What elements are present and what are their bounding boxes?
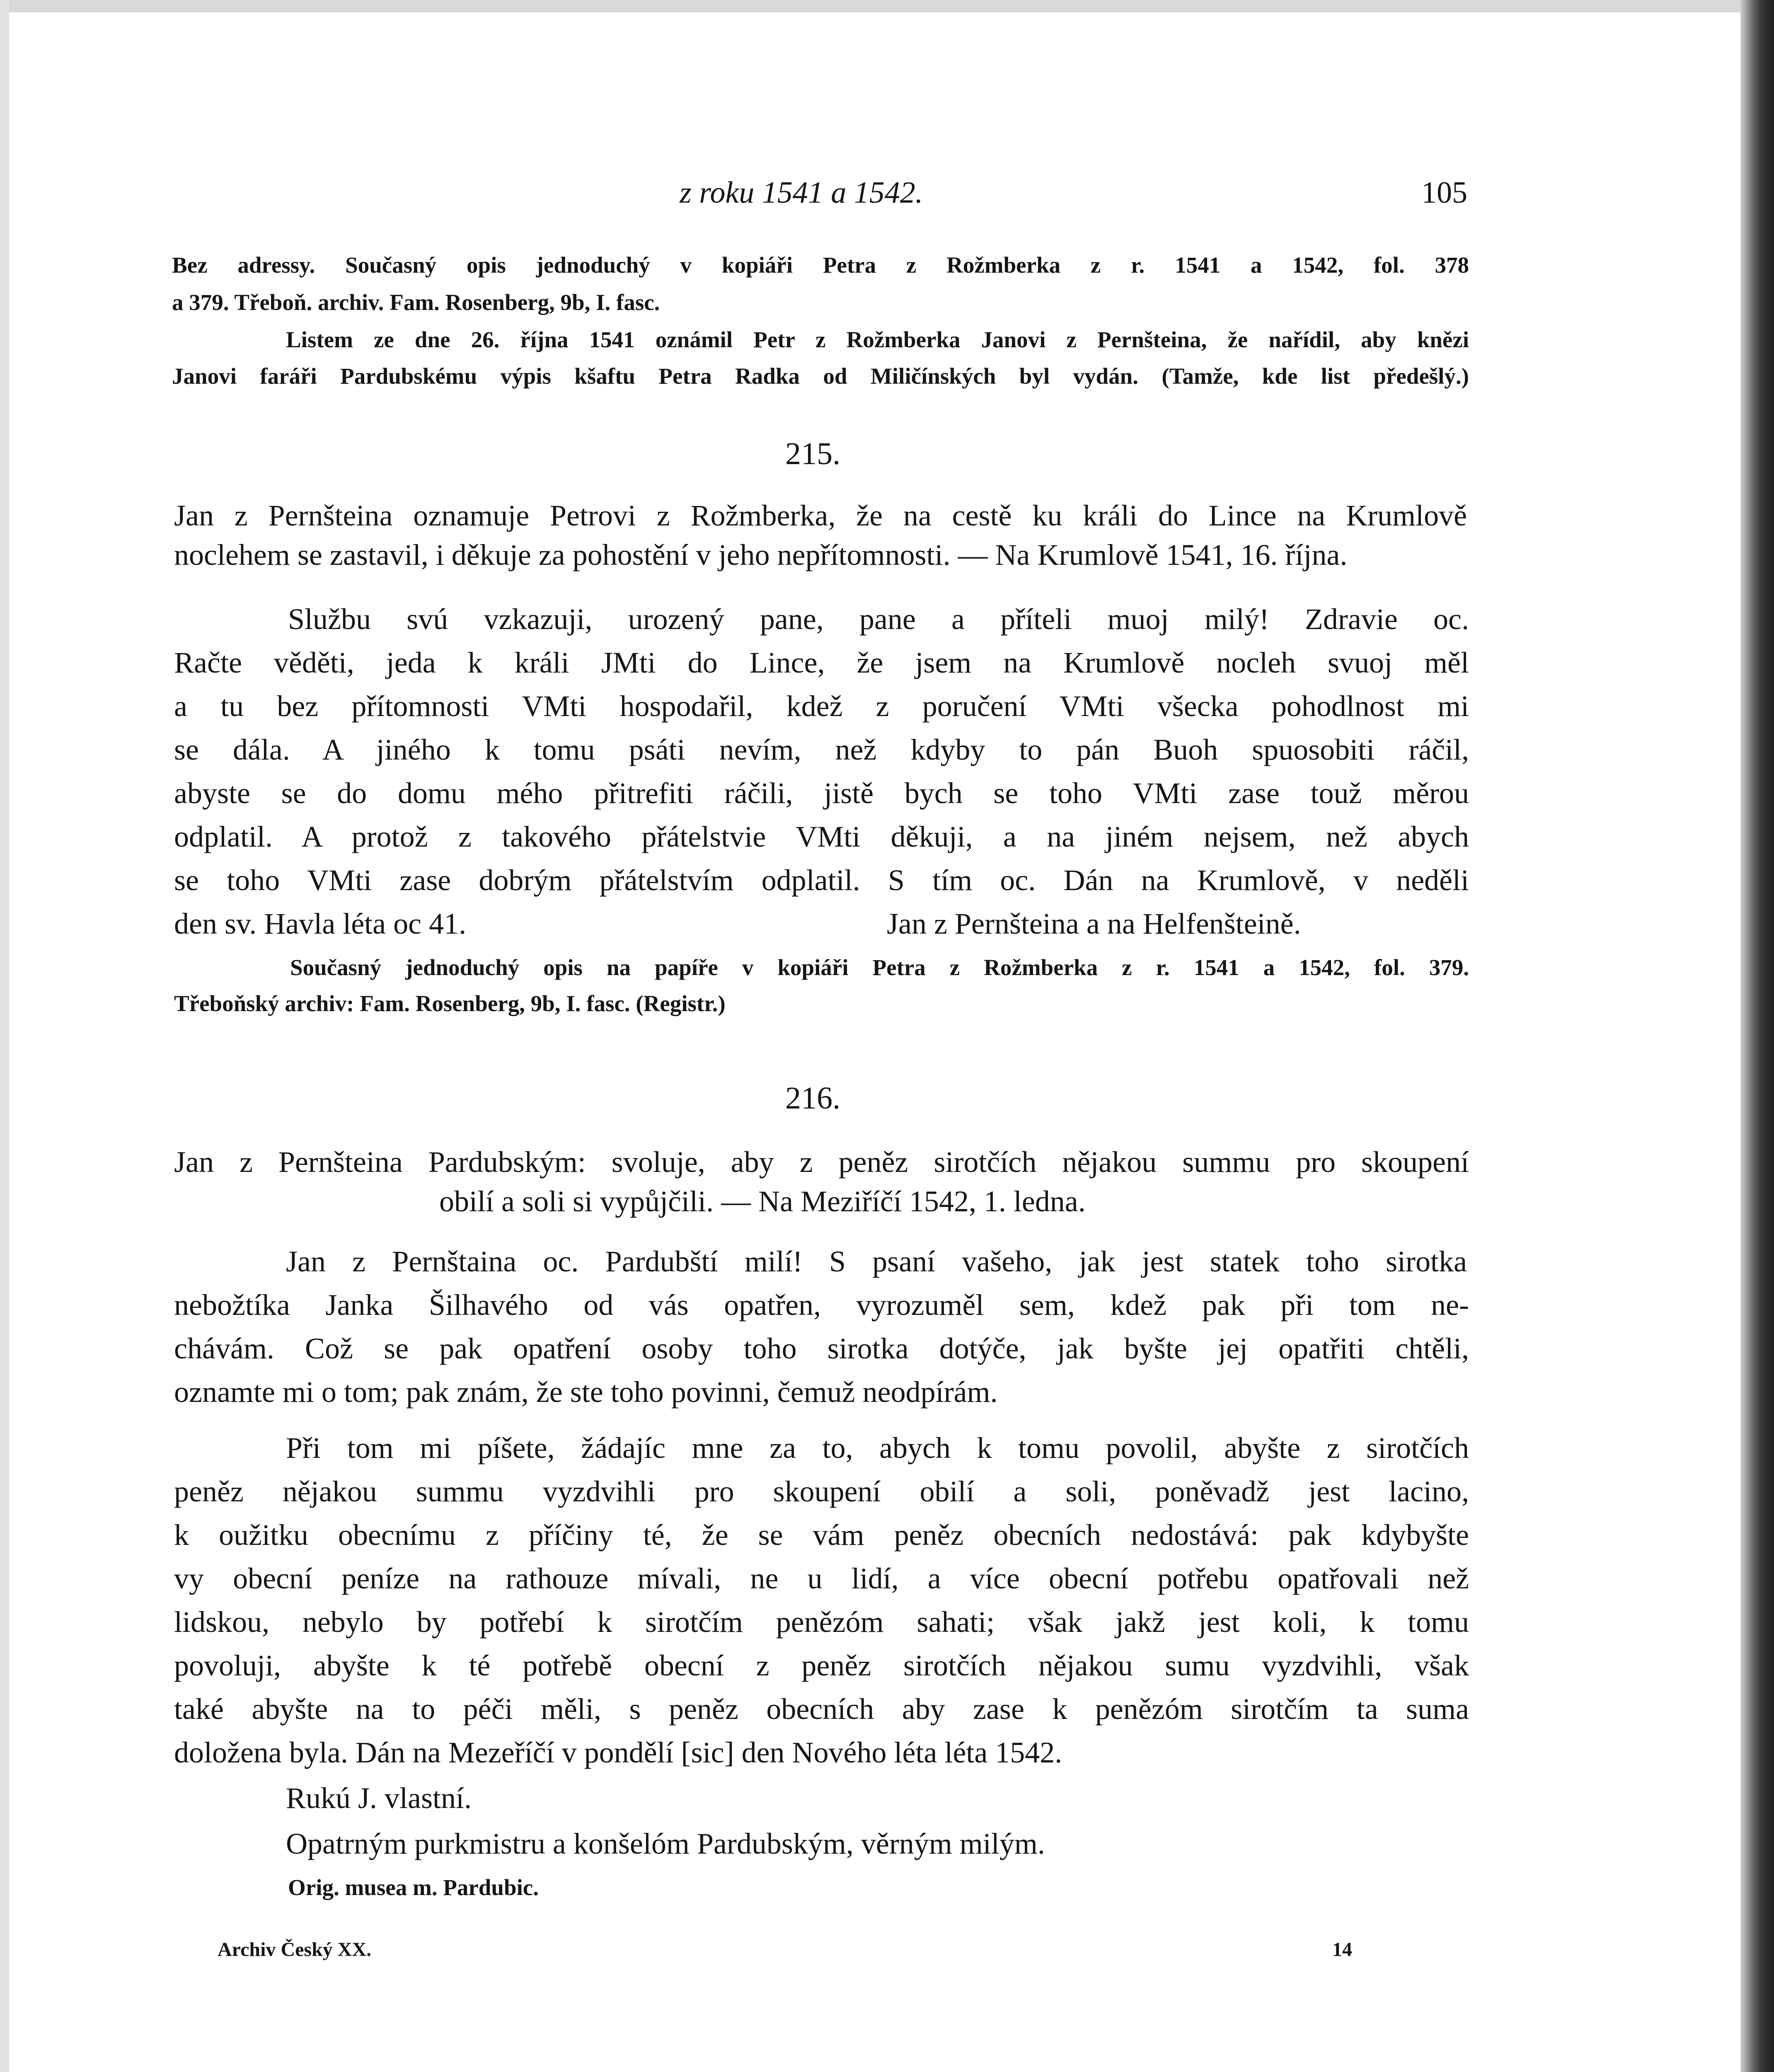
document-summary-line: obilí a soli si vypůjčili. — Na Meziříčí 1542, 1. ledna. <box>439 1185 1086 1218</box>
letter-text-line: k oužitku obecnímu z příčiny té, že se vám peněz obecních nedostává: pak kdybyšte <box>174 1518 1469 1552</box>
document-number: 216. <box>785 1081 840 1116</box>
running-title: z roku 1541 a 1542. <box>680 176 923 210</box>
letter-text-line: Račte věděti, jeda k králi JMti do Lince, že jsem na Krumlově nocleh svuoj měl <box>174 646 1469 679</box>
page-number: 105 <box>1421 176 1467 210</box>
letter-signature: Jan z Pernšteina a na Helfenšteině. <box>887 907 1301 940</box>
document-summary-line: Jan z Pernšteina oznamuje Petrovi z Rožmberka, že na cestě ku králi do Lince na Krumlově <box>174 499 1467 532</box>
preceding-note-line: a 379. Třeboň. archiv. Fam. Rosenberg, 9b, I. fasc. <box>172 290 660 315</box>
letter-text-line: Službu svú vzkazuji, urozený pane, pane a příteli muoj milý! Zdravie oc. <box>288 603 1469 636</box>
source-note-line: Orig. musea m. Pardubic. <box>288 1875 539 1900</box>
series-title: Archiv Český XX. <box>218 1939 372 1961</box>
letter-text-line: povoluji, abyšte k té potřebě obecní z peněz sirotčích nějakou sumu vyzdvihli, však <box>174 1649 1469 1682</box>
source-note-line: Třeboňský archiv: Fam. Rosenberg, 9b, I. fasc. (Registr.) <box>174 991 726 1016</box>
letter-text-line: se dála. A jiného k tomu psáti nevím, než kdyby to pán Buoh spuosobiti ráčil, <box>174 733 1469 766</box>
letter-text-line: chávám. Což se pak opatření osoby toho sirotka dotýče, jak byšte jej opatřiti chtěli, <box>174 1332 1469 1365</box>
letter-text-line: oznamte mi o tom; pak znám, že ste toho povinni, čemuž neodpírám. <box>174 1375 998 1409</box>
letter-text-line: odplatil. A protož z takového přátelstvie VMti děkuji, a na jiném nejsem, než abych <box>174 820 1469 853</box>
preceding-note-line: Janovi faráři Pardubskému výpis kšaftu Petra Radka od Miličínských byl vydán. (Tamže, kde list předešlý.) <box>172 363 1469 389</box>
preceding-note-line: Listem ze dne 26. října 1541 oznámil Petr z Rožmberka Janovi z Pernšteina, že nařídil, aby knězi <box>286 327 1469 352</box>
document-number: 215. <box>785 436 840 471</box>
signature-mark: 14 <box>1332 1939 1352 1961</box>
letter-text-line: abyste se do domu mého přitrefiti ráčili, jistě bych se toho VMti zase touž měrou <box>174 777 1469 810</box>
scan-border-left <box>0 0 9 2072</box>
letter-text-line: lidskou, nebylo by potřebí k sirotčím penězóm sahati; však jakž jest koli, k tomu <box>174 1605 1469 1639</box>
letter-text-line: Při tom mi píšete, žádajíc mne za to, abych k tomu povolil, abyšte z sirotčích <box>286 1431 1469 1464</box>
letter-text-line: a tu bez přítomnosti VMti hospodařil, kdež z poručení VMti všecka pohodlnost mi <box>174 690 1469 723</box>
letter-text-line: také abyšte na to péči měli, s peněz obecních aby zase k penězóm sirotčím ta suma <box>174 1692 1469 1726</box>
letter-text-line: vy obecní peníze na rathouze mívali, ne u lidí, a více obecní potřebu opatřovali než <box>174 1562 1469 1595</box>
source-note-line: Současný jednoduchý opis na papíře v kopiáři Petra z Rožmberka z r. 1541 a 1542, fol. 379. <box>290 955 1469 980</box>
letter-text-line: peněz nějakou summu vyzdvihli pro skoupení obilí a soli, poněvadž jest lacino, <box>174 1475 1469 1508</box>
letter-text-line: nebožtíka Janka Šilhavého od vás opatřen, vyrozuměl sem, kdež pak při tom ne- <box>174 1288 1469 1322</box>
letter-text-line: se toho VMti zase dobrým přátelstvím odplatil. S tím oc. Dán na Krumlově, v neděli <box>174 864 1469 897</box>
document-summary-line: Jan z Pernšteina Pardubským: svoluje, aby z peněz sirotčích nějakou summu pro skoupení <box>174 1145 1469 1179</box>
scan-border-right <box>1740 0 1774 2072</box>
preceding-note-line: Bez adressy. Současný opis jednoduchý v kopiáři Petra z Rožmberka z r. 1541 a 1542, fol. 378 <box>172 252 1469 278</box>
scan-border-top <box>0 0 1774 12</box>
letter-closing-date: den sv. Havla léta oc 41. <box>174 907 467 940</box>
document-summary-line: noclehem se zastavil, i děkuje za pohostění v jeho nepřítomnosti. — Na Krumlově 1541, 16. října. <box>174 538 1348 571</box>
letter-text-line: Jan z Pernštaina oc. Pardubští milí! S psaní vašeho, jak jest statek toho sirotka <box>286 1245 1467 1278</box>
letter-text-line: doložena byla. Dán na Mezeříčí v pondělí [sic] den Nového léta léta 1542. <box>174 1736 1062 1769</box>
letter-address: Opatrným purkmistru a konšelóm Pardubským, věrným milým. <box>286 1827 1045 1860</box>
letter-signoff: Rukú J. vlastní. <box>286 1782 472 1815</box>
